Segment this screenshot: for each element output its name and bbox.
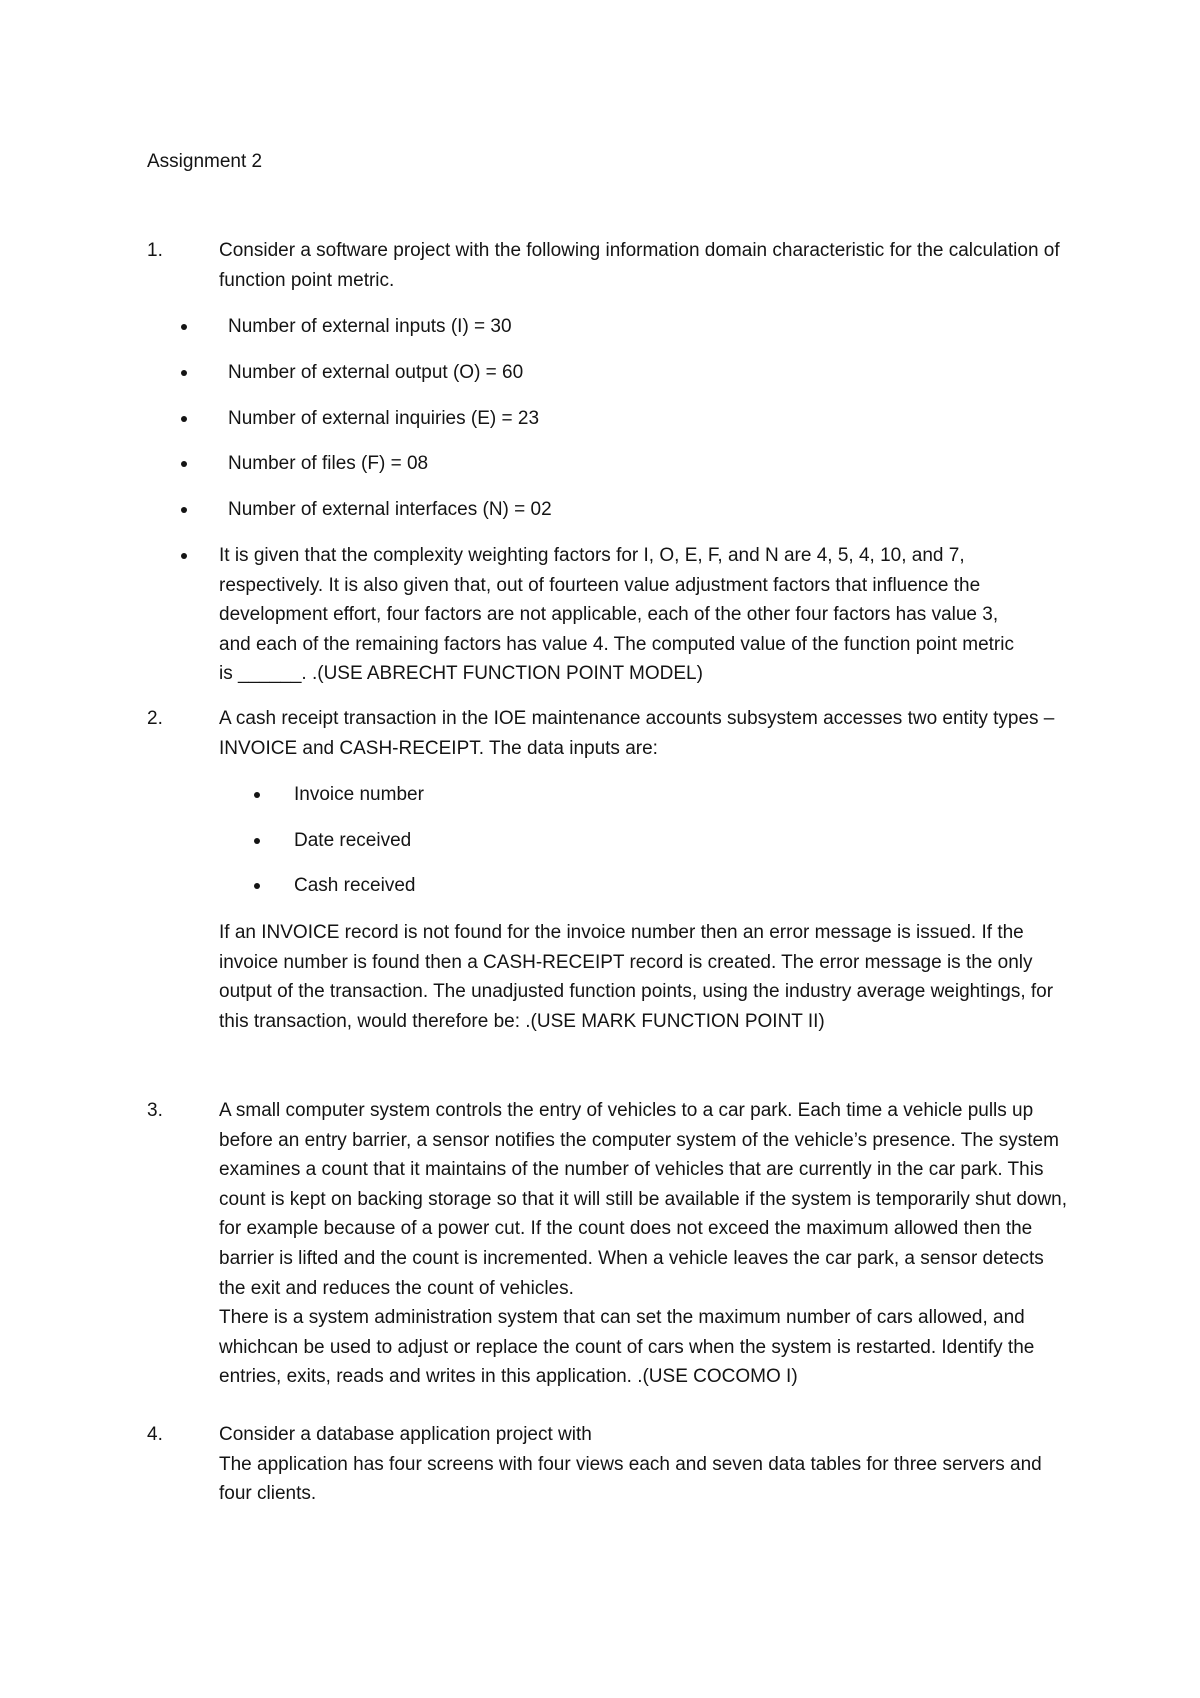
- list-item: [181, 312, 1061, 342]
- list-item-text: It is given that the complexity weighting factors for I, O, E, F, and N are 4, 5, 4, 10, and 7, respectively. It is also given that, out of fourteen value adjustment factors that influence the development effort, four factors are not applicable, each of the other four factors has value 3, and each of the remaining factors has value 4. The computed value of the function point metric is ______. .(USE ABRECHT FUNCTION POINT MODEL): [219, 545, 1014, 685]
- list-item-text: Date received: [294, 830, 412, 851]
- list-item: [181, 358, 1061, 388]
- question-3-text-continued: There is a system administration system that can set the maximum number of cars allowed, and whichcan be used to adjust or replace the count of cars when the system is restarted. Identify the entries, exits, reads and writes in this application. .(USE COCOMO I): [219, 1307, 1035, 1388]
- bullet-icon: [181, 416, 187, 422]
- list-item: [181, 404, 1061, 434]
- page-title: Assignment 2: [147, 151, 263, 172]
- question-3: [147, 1096, 1067, 1392]
- list-item: [181, 449, 1061, 479]
- question-1: [147, 236, 1067, 295]
- list-item-text: Number of external interfaces (N) = 02: [228, 499, 552, 520]
- list-item-text: Invoice number: [294, 784, 424, 805]
- bullet-icon: [181, 461, 187, 467]
- bullet-icon: [181, 370, 187, 376]
- list-item-text: Cash received: [294, 875, 416, 896]
- question-2-number: 2.: [147, 708, 163, 729]
- bullet-icon: [181, 553, 187, 559]
- list-item: [181, 495, 1061, 525]
- list-item-text: Number of files (F) = 08: [228, 453, 429, 474]
- bullet-icon: [181, 324, 187, 330]
- list-item: [181, 541, 1061, 689]
- question-3-number: 3.: [147, 1100, 163, 1121]
- question-2: [147, 704, 1067, 763]
- question-4-text-continued: The application has four screens with four views each and seven data tables for three servers and four clients.: [219, 1453, 1042, 1505]
- question-1-number: 1.: [147, 240, 163, 261]
- question-4-text: Consider a database application project with: [219, 1424, 592, 1445]
- list-item-text: Number of external inquiries (E) = 23: [228, 408, 540, 429]
- question-4-number: 4.: [147, 1424, 163, 1445]
- bullet-icon: [254, 883, 260, 889]
- question-2-paragraph: If an INVOICE record is not found for the invoice number then an error message is issued. If the invoice number is found then a CASH-RECEIPT record is created. The error message is the only output of the transaction. The unadjusted function points, using the industry average weightings, for this transaction, would therefore be: .(USE MARK FUNCTION POINT II): [219, 922, 1054, 1032]
- question-3-text: A small computer system controls the entry of vehicles to a car park. Each time a vehicle pulls up before an entry barrier, a sensor notifies the computer system of the vehicle’s presence. The system examines a count that it maintains of the number of vehicles that are currently in the car park. This count is kept on backing storage so that it will still be available if the system is temporarily shut down, for example because of a power cut. If the count does not exceed the maximum allowed then the barrier is lifted and the count is incremented. When a vehicle leaves the car park, a sensor detects the exit and reduces the count of vehicles.: [219, 1100, 1068, 1299]
- list-item-text: Number of external output (O) = 60: [228, 362, 524, 383]
- question-2-text: A cash receipt transaction in the IOE maintenance accounts subsystem accesses two entity types –INVOICE and CASH-RECEIPT. The data inputs are:: [219, 708, 1055, 759]
- list-item: [254, 780, 1034, 810]
- bullet-icon: [181, 507, 187, 513]
- list-item: [254, 871, 1034, 901]
- question-4: [147, 1420, 1067, 1509]
- list-item: [254, 826, 1034, 856]
- bullet-icon: [254, 838, 260, 844]
- question-1-text: Consider a software project with the following information domain characteristic for the calculation of function point metric.: [219, 240, 1060, 291]
- bullet-icon: [254, 792, 260, 798]
- list-item-text: Number of external inputs (I) = 30: [228, 316, 512, 337]
